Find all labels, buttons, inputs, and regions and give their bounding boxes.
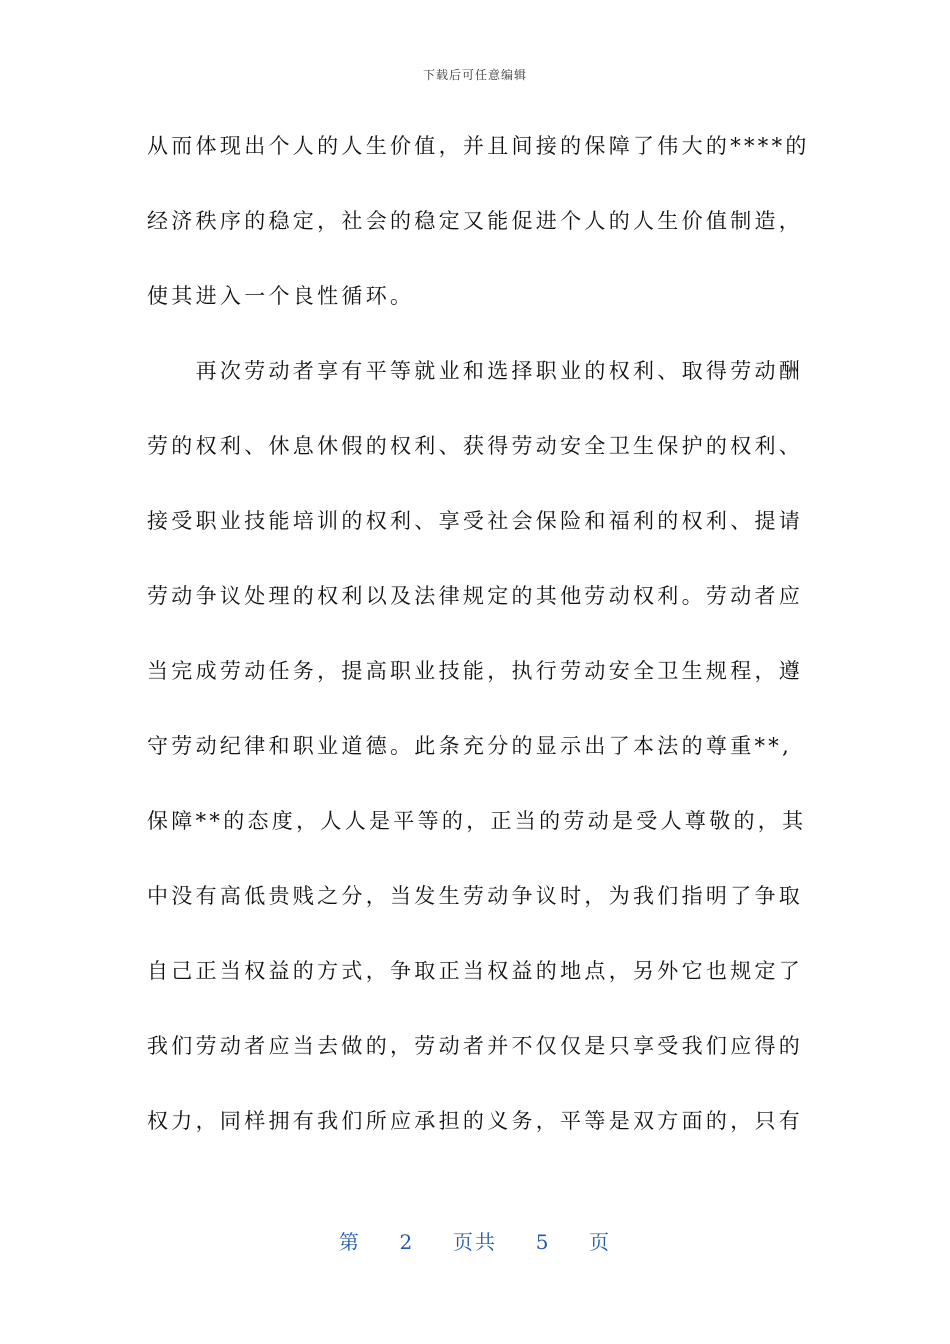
- text-line: 劳动争议处理的权利以及法律规定的其他劳动权利。劳动者应: [147, 584, 804, 608]
- text-line: 使其进入一个良性循环。: [147, 284, 415, 308]
- text-line: 权力，同样拥有我们所应承担的义务，平等是双方面的，只有: [147, 1109, 804, 1133]
- page-middle: 页共: [453, 1230, 497, 1254]
- text-line: 中没有高低贵贱之分，当发生劳动争议时，为我们指明了争取: [147, 884, 804, 908]
- text-line: 接受职业技能培训的权利、享受社会保险和福利的权利、提请: [147, 509, 804, 533]
- text-line: 经济秩序的稳定，社会的稳定又能促进个人的人生价值制造，: [147, 209, 804, 233]
- text-line: 保障**的态度，人人是平等的，正当的劳动是受人尊敬的，其: [147, 809, 807, 833]
- page-total: 5: [535, 1230, 551, 1254]
- page-number-footer: [0, 1226, 950, 1255]
- text-line: 从而体现出个人的人生价值，并且间接的保障了伟大的****的: [147, 134, 810, 158]
- text-line: 守劳动纪律和职业道德。此条充分的显示出了本法的尊重**,: [147, 734, 793, 758]
- text-line: 自己正当权益的方式，争取正当权益的地点，另外它也规定了: [147, 959, 804, 983]
- page-prefix: 第: [338, 1230, 361, 1254]
- text-line: 当完成劳动任务，提高职业技能，执行劳动安全卫生规程，遵: [147, 659, 804, 683]
- header-note: 下载后可任意编辑: [422, 68, 527, 82]
- document-body: [147, 126, 810, 1176]
- text-line: 劳的权利、休息休假的权利、获得劳动安全卫生保护的权利、: [147, 434, 804, 458]
- text-line: 我们劳动者应当去做的，劳动者并不仅仅是只享受我们应得的: [147, 1034, 804, 1058]
- text-line: 再次劳动者享有平等就业和选择职业的权利、取得劳动酬: [147, 359, 804, 383]
- page-suffix: 页: [589, 1230, 612, 1254]
- page-current: 2: [399, 1230, 415, 1254]
